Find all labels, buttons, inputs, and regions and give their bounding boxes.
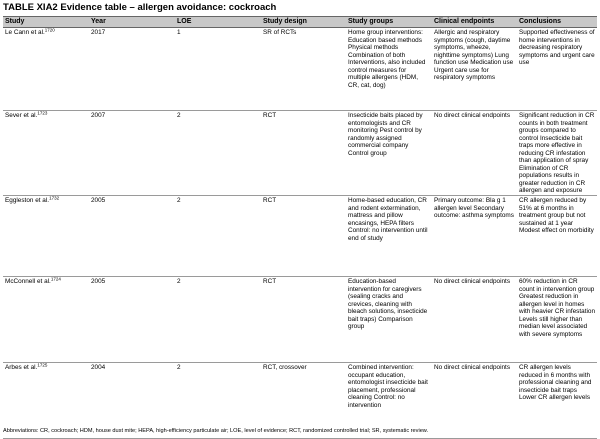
design-cell: RCT xyxy=(261,111,346,196)
col-header-loe: LOE xyxy=(175,17,261,28)
endpoints-cell: No direct clinical endpoints xyxy=(432,111,517,196)
design-cell: RCT xyxy=(261,277,346,363)
col-header-study-design: Study design xyxy=(261,17,346,28)
year-cell: 2005 xyxy=(89,277,175,363)
study-cell xyxy=(3,277,89,363)
reference-number: 1725 xyxy=(37,362,48,368)
reference-number: 1720 xyxy=(44,27,55,33)
col-header-study: Study xyxy=(3,17,89,28)
study-name: Le Cann et al. xyxy=(5,29,45,36)
evidence-table xyxy=(3,16,597,439)
conclusions-cell: 60% reduction in CR count in intervention group Greatest reduction in allergen level in homes with heavier CR infestation Levels still higher than median level associated with severe symptoms xyxy=(517,277,597,363)
col-header-study-groups: Study groups xyxy=(346,17,432,28)
endpoints-cell: Allergic and respiratory symptoms (cough, daytime symptoms, wheeze, nighttime symptoms) Lung function use Medication use Urgent care use for respiratory symptoms xyxy=(432,28,517,111)
endpoints-cell: No direct clinical endpoints xyxy=(432,277,517,363)
table-row xyxy=(3,277,597,363)
conclusions-cell: CR allergen levels reduced in 6 months with professional cleaning and insecticide bait traps Lower CR allergen levels xyxy=(517,363,597,439)
groups-cell: Education-based intervention for caregivers (sealing cracks and crevices, cleaning with bleach solutions, insecticide bait traps) Comparison group xyxy=(346,277,432,363)
reference-number: 1732 xyxy=(49,195,60,201)
study-name: Eggleston et al. xyxy=(5,197,50,205)
reference-number: 1724 xyxy=(50,276,61,282)
table-row xyxy=(3,28,597,111)
abbreviations-footnote: Abbreviations: CR, cockroach; HDM, house dust mite; HEPA, high-efficiency particulate air; LOE, level of evidence; RCT, randomized controlled trial; SR, systematic review. xyxy=(3,428,429,434)
study-cell xyxy=(3,196,89,277)
design-cell: SR of RCTs xyxy=(261,28,346,111)
loe-cell: 2 xyxy=(175,363,261,439)
col-header-conclusions: Conclusions xyxy=(517,17,597,28)
groups-cell: Home group interventions: Education based methods Physical methods Combination of both Interventions, also included control measures for multiple allergens (HDM, CR, cat, dog) xyxy=(346,28,432,111)
endpoints-cell: Primary outcome: Bla g 1 allergen level Secondary outcome: asthma symptoms xyxy=(432,196,517,277)
endpoints-cell: No direct clinical endpoints xyxy=(432,363,517,439)
col-header-year: Year xyxy=(89,17,175,28)
study-cell xyxy=(3,111,89,196)
table-row xyxy=(3,111,597,196)
design-cell: RCT, crossover xyxy=(261,363,346,439)
study-cell xyxy=(3,28,89,111)
col-header-clinical-endpoints: Clinical endpoints xyxy=(432,17,517,28)
study-name: Arbes et al. xyxy=(5,364,38,372)
year-cell: 2007 xyxy=(89,111,175,196)
table-row xyxy=(3,196,597,277)
design-cell: RCT xyxy=(261,196,346,277)
conclusions-cell: Significant reduction in CR counts in both treatment groups compared to control Insecticide bait traps more effective in reducing CR infestation than application of spray Elimination of CR populations results in greater reduction in CR allergen and exposure xyxy=(517,111,597,196)
study-name: Sever et al. xyxy=(5,112,38,119)
groups-cell: Home-based education, CR and rodent extermination, mattress and pillow encasings, HEPA filters Control: no intervention until end of study xyxy=(346,196,432,277)
loe-cell: 2 xyxy=(175,277,261,363)
year-cell: 2004 xyxy=(89,363,175,439)
table-title: TABLE XIA2 Evidence table – allergen avoidance: cockroach xyxy=(3,2,277,13)
groups-cell: Combined intervention: occupant education, entomologist insecticide bait placement, professional cleaning Control: no intervention xyxy=(346,363,432,439)
header-row xyxy=(3,17,597,28)
groups-cell: Insecticide baits placed by entomologists and CR monitoring Pest control by randomly assigned commercial company Control group xyxy=(346,111,432,196)
loe-cell: 2 xyxy=(175,111,261,196)
year-cell: 2005 xyxy=(89,196,175,277)
conclusions-cell: Supported effectiveness of home interventions in decreasing respiratory symptoms and urgent care use xyxy=(517,28,597,111)
loe-cell: 2 xyxy=(175,196,261,277)
reference-number: 1723 xyxy=(37,110,48,116)
study-name: McConnell et al. xyxy=(5,278,51,286)
conclusions-cell: CR allergen reduced by 51% at 6 months in treatment group but not sustained at 1 year Modest effect on morbidity xyxy=(517,196,597,277)
year-cell: 2017 xyxy=(89,28,175,111)
loe-cell: 1 xyxy=(175,28,261,111)
